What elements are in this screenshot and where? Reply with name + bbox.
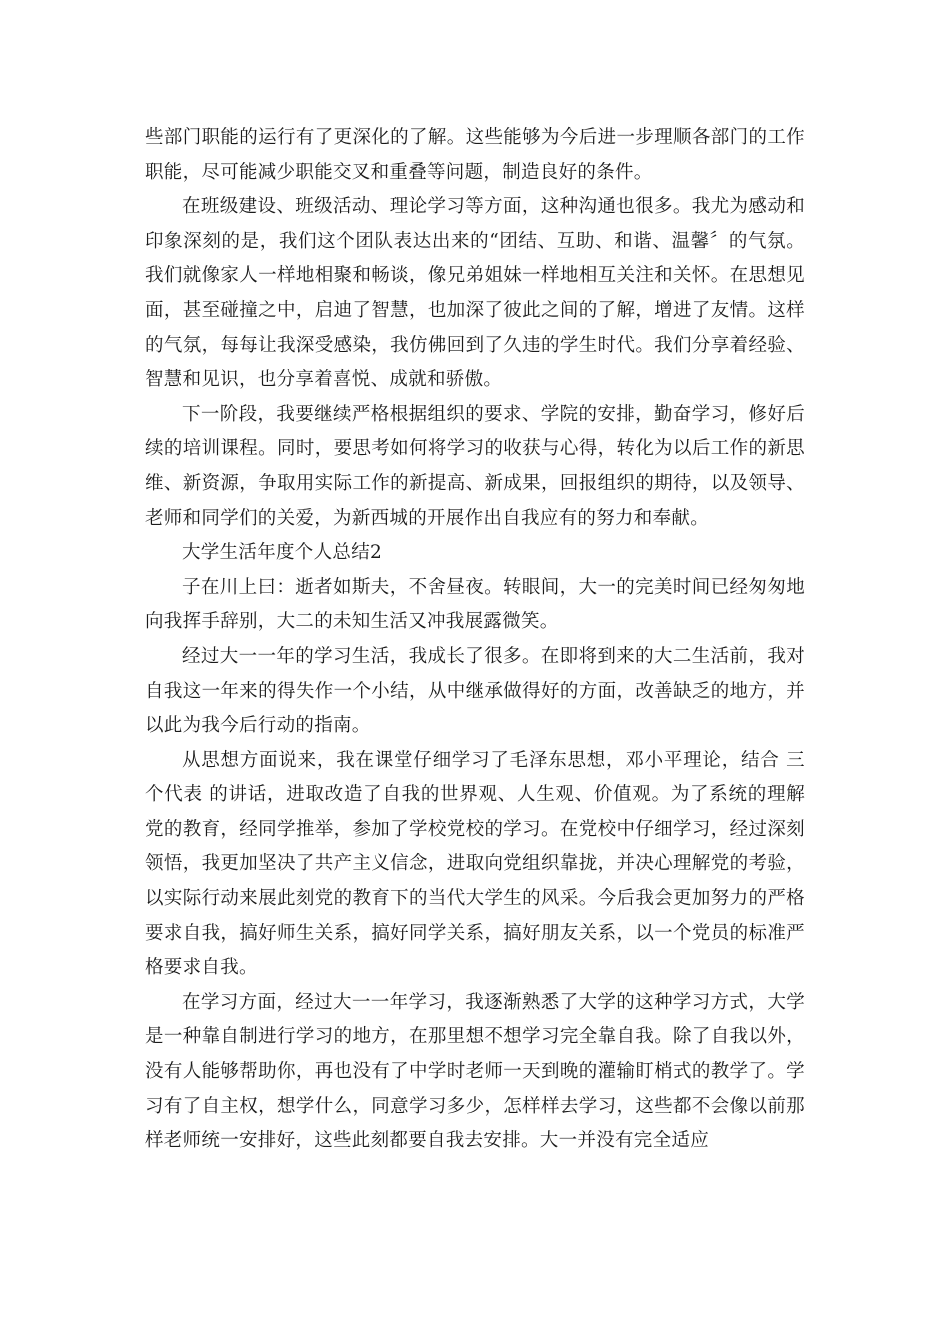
document-body	[145, 121, 805, 1159]
paragraph-thought: 从思想方面说来，我在课堂仔细学习了毛泽东思想，邓小平理论，结合 三个代表 的讲话，进取改造了自我的世界观、人生观、价值观。为了系统的理解党的教育，经同学推举，参加了学校党校的学习。在党校中仔细学习，经过深刻领悟，我更加坚决了共产主义信念，进取向党组织靠拢，并决心理解党的考验，以实际行动来展此刻党的教育下的当代大学生的风采。今后我会更加努力的严格要求自我，搞好师生关系，搞好同学关系，搞好朋友关系，以一个党员的标准严格要求自我。	[145, 749, 805, 979]
paragraph-class-activities: 在班级建设、班级活动、理论学习等方面，这种沟通也很多。我尤为感动和印象深刻的是，我们这个团队表达出来的“团结、互助、和谐、温馨〞的气氛。我们就像家人一样地相聚和畅谈，像兄弟姐妹一样地相互关注和关怀。在思想见面，甚至碰撞之中，启迪了智慧，也加深了彼此之间的了解，增进了友情。这样的气氛，每每让我深受感染，我仿佛回到了久违的学生时代。我们分享着经验、智慧和见识，也分享着喜悦、成就和骄傲。	[145, 196, 805, 391]
paragraph-continuation: 些部门职能的运行有了更深化的了解。这些能够为今后进一步理顺各部门的工作职能，尽可能减少职能交叉和重叠等问题，制造良好的条件。	[145, 127, 805, 183]
section-heading: 大学生活年度个人总结2	[182, 542, 383, 564]
paragraph-study: 在学习方面，经过大一一年学习，我逐渐熟悉了大学的这种学习方式，大学是一种靠自制进行学习的地方，在那里想不想学习完全靠自我。除了自我以外，没有人能够帮助你，再也没有了中学时老师一天到晚的灌输盯梢式的教学了。学习有了自主权，想学什么，同意学习多少，怎样样去学习，这些都不会像以前那样老师统一安排好，这些此刻都要自我去安排。大一并没有完全适应	[145, 991, 805, 1152]
paragraph-intro-quote: 子在川上曰：逝者如斯夫，不舍昼夜。转眼间，大一的完美时间已经匆匆地向我挥手辞别，大二的未知生活又冲我展露微笑。	[145, 576, 805, 633]
paragraph-next-stage: 下一阶段，我要继续严格根据组织的要求、学院的安排，勤奋学习，修好后续的培训课程。同时，要思考如何将学习的收获与心得，转化为以后工作的新思维、新资源，争取用实际工作的新提高、新成果，回报组织的期待，以及领导、老师和同学们的关爱，为新西城的开展作出自我应有的努力和奉献。	[145, 403, 805, 529]
paragraph-growth: 经过大一一年的学习生活，我成长了很多。在即将到来的大二生活前，我对自我这一年来的得失作一个小结，从中继承做得好的方面，改善缺乏的地方，并以此为我今后行动的指南。	[145, 645, 805, 737]
